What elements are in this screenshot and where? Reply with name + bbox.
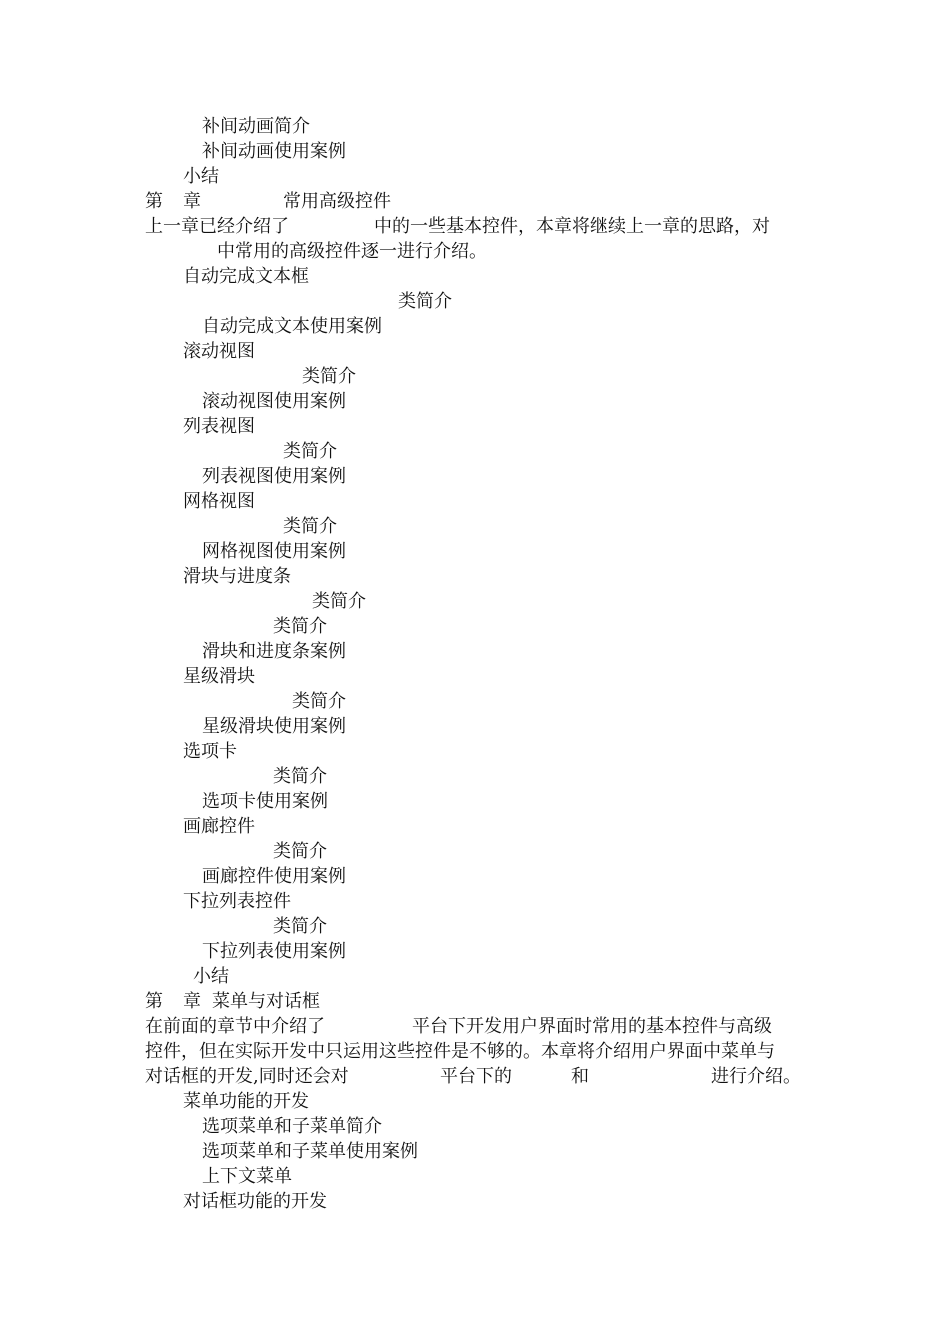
paragraph-line <box>0 214 950 239</box>
chapter-title: 菜单与对话框 <box>212 991 320 1012</box>
chapter-heading <box>0 989 950 1014</box>
toc-entry: 对话框功能的开发 <box>183 1191 327 1212</box>
toc-entry: 选项卡 <box>183 741 237 762</box>
paragraph-line: 中常用的高级控件逐一进行介绍。 <box>217 241 487 262</box>
toc-entry: 类简介 <box>302 366 356 387</box>
toc-entry: 滚动视图 <box>183 341 255 362</box>
paragraph-fragment: 平台下开发用户界面时常用的基本控件与高级 <box>412 1016 772 1037</box>
toc-entry: 自动完成文本使用案例 <box>202 316 382 337</box>
chapter-label: 第 <box>145 191 163 212</box>
toc-entry: 上下文菜单 <box>202 1166 292 1187</box>
toc-entry: 网格视图 <box>183 491 255 512</box>
chapter-label: 第 <box>145 991 163 1012</box>
toc-entry: 类简介 <box>273 616 327 637</box>
toc-entry: 滑块和进度条案例 <box>202 641 346 662</box>
paragraph-fragment: 平台下的 <box>440 1066 512 1087</box>
toc-entry: 下拉列表控件 <box>183 891 291 912</box>
toc-entry: 类简介 <box>398 291 452 312</box>
toc-entry: 滑块与进度条 <box>183 566 291 587</box>
paragraph-fragment: 进行介绍。 <box>711 1066 801 1087</box>
chapter-label: 章 <box>183 991 201 1012</box>
toc-entry: 补间动画简介 <box>202 116 310 137</box>
paragraph-line <box>0 1014 950 1039</box>
toc-entry: 类简介 <box>273 766 327 787</box>
toc-entry: 小结 <box>183 166 219 187</box>
toc-entry: 类简介 <box>292 691 346 712</box>
toc-entry: 画廊控件 <box>183 816 255 837</box>
toc-entry: 自动完成文本框 <box>183 266 309 287</box>
toc-entry: 下拉列表使用案例 <box>202 941 346 962</box>
chapter-label: 章 <box>183 191 201 212</box>
toc-entry: 类简介 <box>283 441 337 462</box>
toc-entry: 网格视图使用案例 <box>202 541 346 562</box>
toc-entry: 类简介 <box>273 841 327 862</box>
paragraph-fragment: 和 <box>571 1066 589 1087</box>
chapter-title: 常用高级控件 <box>283 191 391 212</box>
toc-entry: 菜单功能的开发 <box>183 1091 309 1112</box>
toc-entry: 小结 <box>193 966 229 987</box>
toc-entry: 画廊控件使用案例 <box>202 866 346 887</box>
toc-entry: 类简介 <box>273 916 327 937</box>
paragraph-fragment: 上一章已经介绍了 <box>145 216 289 237</box>
toc-entry: 补间动画使用案例 <box>202 141 346 162</box>
toc-entry: 选项菜单和子菜单使用案例 <box>202 1141 418 1162</box>
toc-entry: 类简介 <box>312 591 366 612</box>
toc-entry: 星级滑块 <box>183 666 255 687</box>
toc-entry: 类简介 <box>283 516 337 537</box>
toc-entry: 选项卡使用案例 <box>202 791 328 812</box>
toc-entry: 滚动视图使用案例 <box>202 391 346 412</box>
paragraph-fragment: 中的一些基本控件，本章将继续上一章的思路，对 <box>374 216 770 237</box>
paragraph-line: 控件，但在实际开发中只运用这些控件是不够的。本章将介绍用户界面中菜单与 <box>145 1041 775 1062</box>
paragraph-fragment: 在前面的章节中介绍了 <box>145 1016 325 1037</box>
paragraph-line <box>0 1064 950 1089</box>
chapter-heading <box>0 189 950 214</box>
paragraph-fragment: 对话框的开发,同时还会对 <box>145 1066 349 1087</box>
toc-entry: 列表视图 <box>183 416 255 437</box>
toc-entry: 选项菜单和子菜单简介 <box>202 1116 382 1137</box>
toc-entry: 星级滑块使用案例 <box>202 716 346 737</box>
toc-entry: 列表视图使用案例 <box>202 466 346 487</box>
